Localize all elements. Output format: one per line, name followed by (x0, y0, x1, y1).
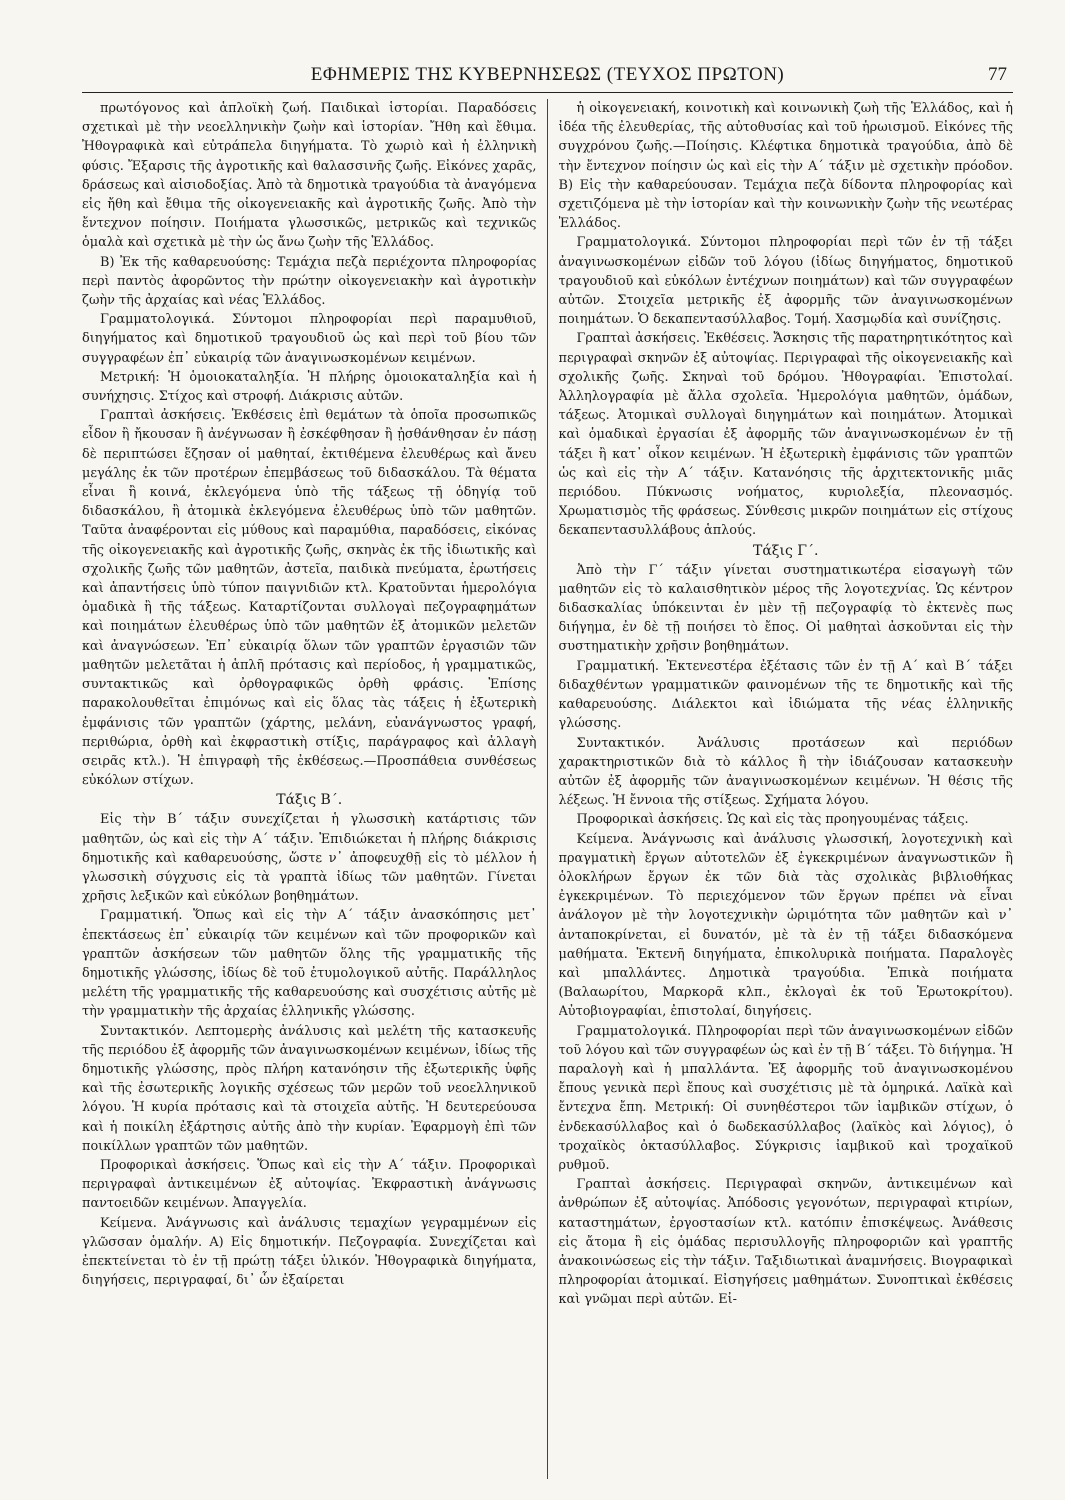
page-number: 77 (988, 64, 1007, 85)
right-column (559, 99, 1014, 1479)
paragraph: Γραμματολογικά. Σύντομοι πληροφορίαι περὶ παραμυθιοῦ, διηγήματος καὶ δημοτικοῦ τραγουδιοῦ ὡς καὶ περὶ τοῦ βίου τῶν συγγραφέων ἐπ᾽ εὐκαιρίᾳ τῶν ἀναγινωσκομένων κειμένων. (82, 312, 537, 366)
paragraph: ἡ οἰκογενειακή, κοινοτικὴ καὶ κοινωνικὴ ζωὴ τῆς Ἑλλάδος, καὶ ἡ ἰδέα τῆς ἐλευθερίας, τῆς αὐτοθυσίας καὶ τοῦ ἡρωισμοῦ. Εἰκόνες τῆς συγχρόνου ζωῆς.—Ποίησις. Κλέφτικα δημοτικὰ τραγούδια, ἀπὸ δὲ τὴν ἔντεχνον ποίησιν ὡς καὶ εἰς τὴν Α΄ τάξιν μὲ σχετικὴν πρόοδον. Β) Εἰς τὴν καθαρεύουσαν. Τεμάχια πεζὰ δίδοντα πληροφορίας καὶ σχετιζόμενα μὲ τὴν ἱστορίαν καὶ τὴν κοινωνικὴν ζωὴν τῆς νεωτέρας Ἑλλάδος. (558, 101, 1013, 232)
paragraph: Κείμενα. Ἀνάγνωσις καὶ ἀνάλυσις τεμαχίων γεγραμμένων εἰς γλῶσσαν ὁμαλήν. Α) Εἰς δημοτικήν. Πεζογραφία. Συνεχίζεται καὶ ἐπεκτείνεται τὸ ἐν τῇ πρώτῃ τάξει ὑλικόν. Ἠθογραφικὰ διηγήματα, διηγήσεις, περιγραφαί, δι᾽ ὧν ἐξαίρεται (82, 1215, 537, 1289)
paragraph: Γραμματολογικά. Πληροφορίαι περὶ τῶν ἀναγινωσκομένων εἰδῶν τοῦ λόγου καὶ τῶν συγγραφέων ὡς καὶ ἐν τῇ Β΄ τάξει. Τὸ διήγημα. Ἡ παραλογὴ καὶ ἡ μπαλλάντα. Ἐξ ἀφορμῆς τοῦ ἀναγινωσκομένου ἔπους γενικὰ περὶ ἔπους καὶ συσχέτισις μὲ τὰ ὁμηρικά. Λαϊκὰ καὶ ἔντεχνα ἔπη. Μετρική: Οἱ συνηθέστεροι τῶν ἰαμβικῶν στίχων, ὁ ἐνδεκασύλλαβος καὶ ὁ δωδεκασύλλαβος (λαϊκὸς καὶ λόγιος), ὁ τροχαϊκὸς ὀκτασύλλαβος. Σύγκρισις ἰαμβικοῦ καὶ τροχαϊκοῦ ρυθμοῦ. (558, 1023, 1013, 1173)
paragraph: Γραπταὶ ἀσκήσεις. Ἐκθέσεις. Ἄσκησις τῆς παρατηρητικότητος καὶ περιγραφαὶ σκηνῶν ἐξ αὐτοψίας. Περιγραφαὶ τῆς οἰκογενειακῆς καὶ σχολικῆς ζωῆς. Σκηναὶ τοῦ δρόμου. Ἠθογραφίαι. Ἐπιστολαί. Ἀλληλογραφία μὲ ἄλλα σχολεῖα. Ἡμερολόγια μαθητῶν, ὁμάδων, τάξεως. Ἀτομικαὶ συλλογαὶ διηγημάτων καὶ ποιημάτων. Ἀτομικαὶ καὶ ὁμαδικαὶ ἐργασίαι ἐξ ἀφορμῆς τῶν ἀναγινωσκομένων ἐν τῇ τάξει ἢ κατ᾽ οἶκον κειμένων. Ἡ ἐξωτερικὴ ἐμφάνισις τῶν γραπτῶν ὡς καὶ εἰς τὴν Α΄ τάξιν. Κατανόησις τῆς ἀρχιτεκτονικῆς μιᾶς περιόδου. Πύκνωσις νοήματος, κυριολεξία, πλεονασμός. Χρωματισμὸς τῆς φράσεως. Σύνθεσις μικρῶν ποιημάτων εἰς στίχους δεκαπεντασυλλάβους ἁπλούς. (558, 331, 1013, 539)
paragraph: Κείμενα. Ἀνάγνωσις καὶ ἀνάλυσις γλωσσική, λογοτεχνικὴ καὶ πραγματικὴ ἔργων αὐτοτελῶν ἐξ ἐγκεκριμένων ἀναγνωστικῶν ἢ ὁλοκλήρων ἔργων ἐκ τῶν διὰ τὰς σχολικὰς βιβλιοθήκας ἐγκεκριμένων. Τὸ περιεχόμενον τῶν ἔργων πρέπει νὰ εἶναι ἀνάλογον μὲ τὴν λογοτεχνικὴν ὡριμότητα τῶν μαθητῶν καὶ ν᾽ ἀνταποκρίνεται, εἰ δυνατόν, μὲ τὰ ἐν τῇ τάξει διδασκόμενα μαθήματα. Ἐκτενῆ διηγήματα, ἐπικολυρικὰ ποιήματα. Παραλογὲς καὶ μπαλλάντες. Δημοτικὰ τραγούδια. Ἐπικὰ ποιήματα (Βαλαωρίτου, Μαρκορᾶ κλπ., ἐκλογαὶ ἐκ τοῦ Ἐρωτοκρίτου). Αὐτοβιογραφίαι, ἐπιστολαί, διηγήσεις. (558, 831, 1013, 1020)
paragraph: Μετρική: Ἡ ὁμοιοκαταληξία. Ἡ πλήρης ὁμοιοκαταληξία καὶ ἡ συνήχησις. Στίχος καὶ στροφή. Διάκρισις αὐτῶν. (82, 369, 537, 405)
paragraph: πρωτόγονος καὶ ἁπλοϊκὴ ζωή. Παιδικαὶ ἱστορίαι. Παραδόσεις σχετικαὶ μὲ τὴν νεοελληνικὴν ζωὴν καὶ ἱστορίαν. Ἤθη καὶ ἔθιμα. Ἠθογραφικὰ καὶ εὐτράπελα διηγήματα. Τὸ χωριὸ καὶ ἡ ἑλληνικὴ φύσις. Ἔξαρσις τῆς ἀγροτικῆς καὶ θαλασσινῆς ζωῆς. Εἰκόνες χαρᾶς, δράσεως καὶ αἰσιοδοξίας. Ἀπὸ τὰ δημοτικὰ τραγούδια τὰ ἀναγόμενα εἰς ἤθη καὶ ἔθιμα τῆς οἰκογενειακῆς καὶ ἀγροτικῆς ζωῆς. Ἀπὸ τὴν ἔντεχνον ποίησιν. Ποιήματα γλωσσικῶς, μετρικῶς καὶ τεχνικῶς ὁμαλὰ καὶ σχετικὰ μὲ τὴν ὡς ἄνω ζωὴν τῆς Ἑλλάδος. (82, 101, 537, 251)
paragraph: Συντακτικόν. Ἀνάλυσις προτάσεων καὶ περιόδων χαρακτηριστικῶν διὰ τὸ κάλλος ἢ τὴν ἰδιάζουσαν κατασκευὴν αὐτῶν ἐξ ἀφορμῆς τῶν ἀναγινωσκομένων κειμένων. Ἡ θέσις τῆς λέξεως. Ἡ ἔννοια τῆς στίξεως. Σχήματα λόγου. (558, 735, 1013, 809)
section-heading: Τάξις Β΄. (276, 792, 343, 809)
paragraph: Γραμματική. Ἐκτενεστέρα ἐξέτασις τῶν ἐν τῇ Α΄ καὶ Β΄ τάξει διδαχθέντων γραμματικῶν φαινομένων τῆς τε δημοτικῆς καὶ τῆς καθαρευούσης. Διάλεκτοι καὶ ἰδιώματα τῆς νέας ἑλληνικῆς γλώσσης. (558, 658, 1013, 732)
paragraph: Ἀπὸ τὴν Γ΄ τάξιν γίνεται συστηματικωτέρα εἰσαγωγὴ τῶν μαθητῶν εἰς τὸ καλαισθητικὸν μέρος τῆς λογοτεχνίας. Ὡς κέντρον διδασκαλίας ὑπόκεινται ἐν μὲν τῇ πεζογραφίᾳ τὸ ἐκτενὲς πως διήγημα, ἐν δὲ τῇ ποιήσει τὸ ἔπος. Οἱ μαθηταὶ ἀσκοῦνται εἰς τὴν συστηματικὴν χρῆσιν βοηθημάτων. (558, 562, 1013, 655)
paragraph: Συντακτικόν. Λεπτομερὴς ἀνάλυσις καὶ μελέτη τῆς κατασκευῆς τῆς περιόδου ἐξ ἀφορμῆς τῶν ἀναγινωσκομένων κειμένων, ἰδίως τῆς δημοτικῆς γλώσσης, πρὸς πλήρη κατανόησιν τῆς ἐξωτερικῆς ὑφῆς καὶ τῆς ἐσωτερικῆς λογικῆς σχέσεως τῶν μερῶν τοῦ νεοελληνικοῦ λόγου. Ἡ κυρία πρότασις καὶ τὰ στοιχεῖα αὐτῆς. Ἡ δευτερεύουσα καὶ ἡ ποικίλη ἐξάρτησις αὐτῆς ἀπὸ τὴν κυρίαν. Ἐφαρμογὴ ἐπὶ τῶν ποικίλλων γραπτῶν τῶν μαθητῶν. (82, 1023, 537, 1154)
page-header (82, 62, 1013, 93)
text-columns (82, 99, 1013, 1479)
page-title: ΕΦΗΜΕΡΙΣ ΤΗΣ ΚΥΒΕΡΝΗΣΕΩΣ (ΤΕΥΧΟΣ ΠΡΩΤΟΝ) (310, 64, 785, 85)
paragraph: Γραπταὶ ἀσκήσεις. Περιγραφαὶ σκηνῶν, ἀντικειμένων καὶ ἀνθρώπων ἐξ αὐτοψίας. Ἀπόδοσις γεγονότων, περιγραφαὶ κτιρίων, καταστημάτων, ἐργοστασίων κτλ. κατόπιν ἐπισκέψεως. Ἀνάθεσις εἰς ἄτομα ἢ εἰς ὁμάδας περισυλλογῆς πληροφοριῶν καὶ γραπτῆς ἀνακοινώσεως εἰς τὴν τάξιν. Ταξιδιωτικαὶ ἀναμνήσεις. Βιογραφικαὶ πληροφορίαι ἀτομικαί. Εἰσηγήσεις μαθημάτων. Συνοπτικαὶ ἐκθέσεις καὶ γνῶμαι περὶ αὐτῶν. Εἰ- (558, 1177, 1013, 1308)
paragraph: Προφορικαὶ ἀσκήσεις. Ὅπως καὶ εἰς τὴν Α΄ τάξιν. Προφορικαὶ περιγραφαὶ ἀντικειμένων ἐξ αὐτοψίας. Ἐκφραστικὴ ἀνάγνωσις παντοειδῶν κειμένων. Ἀπαγγελία. (82, 1157, 537, 1212)
paragraph: Γραπταὶ ἀσκήσεις. Ἐκθέσεις ἐπὶ θεμάτων τὰ ὁποῖα προσωπικῶς εἶδον ἢ ἤκουσαν ἢ ἀνέγνωσαν ἢ ἐσκέφθησαν ἢ ᾐσθάνθησαν ἐν πάσῃ δὲ περιπτώσει ἔζησαν οἱ μαθηταί, ἐκτιθέμενα ἐλευθέρως καὶ ἄνευ μεγάλης ἐκ τῶν προτέρων ἐπεμβάσεως τοῦ διδασκάλου. Τὰ θέματα εἶναι ἢ κοινά, ἐκλεγόμενα ὑπὸ τῆς τάξεως τῇ ὁδηγίᾳ τοῦ διδασκάλου, ἢ ἀτομικὰ ἐκλεγόμενα ἐλευθέρως ὑπὸ τῶν μαθητῶν. Ταῦτα ἀναφέρονται εἰς μύθους καὶ παραμύθια, παραδόσεις, εἰκόνας τῆς οἰκογενειακῆς καὶ ἀγροτικῆς ζωῆς, σκηνὰς ἐκ τῆς ἰδιωτικῆς καὶ σχολικῆς ζωῆς τῶν μαθητῶν, ἀστεῖα, παιδικὰ πνεύματα, ἐρωτήσεις καὶ ἀπαντήσεις ὑπὸ τύπον παιγνιδιῶν κτλ. Κρατοῦνται ἡμερολόγια ὁμαδικὰ ἢ τῆς τάξεως. Καταρτίζονται συλλογαὶ πεζογραφημάτων καὶ ποιημάτων ἐλευθέρως ὑπὸ τῶν μαθητῶν ἐξ ἀτομικῶν μελετῶν καὶ ἀναγνώσεων. Ἐπ᾽ εὐκαιρίᾳ ὅλων τῶν γραπτῶν ἐργασιῶν τῶν μαθητῶν μελετᾶται ἡ ἁπλῆ πρότασις καὶ περίοδος, ἡ γραμματικῶς, συντακτικῶς καὶ ὀρθογραφικῶς ὀρθὴ φράσις. Ἐπίσης παρακολουθεῖται ἐπιμόνως καὶ εἰς ὅλας τὰς τάξεις ἡ ἐξωτερικὴ ἐμφάνισις τῶν γραπτῶν (χάρτης, μελάνη, εὐανάγνωστος γραφή, περιθώρια, ὀρθὴ καὶ ἐκφραστικὴ στίξις, παράγραφος καὶ ἀλλαγὴ σειρᾶς κτλ.). Ἡ ἐπιγραφὴ τῆς ἐκθέσεως.—Προσπάθεια συνθέσεως εὐκόλων στίχων. (82, 408, 537, 789)
paragraph: Γραμματολογικά. Σύντομοι πληροφορίαι περὶ τῶν ἐν τῇ τάξει ἀναγινωσκομένων εἰδῶν τοῦ λόγου (ἰδίως διηγήματος, δημοτικοῦ τραγουδιοῦ καὶ εὐκόλων ἐντέχνων ποιημάτων) καὶ τῶν συγγραφέων αὐτῶν. Στοιχεῖα μετρικῆς ἐξ ἀφορμῆς τῶν ἀναγινωσκομένων ποιημάτων. Ὁ δεκαπεντασύλλαβος. Τομή. Χασμῳδία καὶ συνίζησις. (558, 235, 1013, 328)
paragraph: Β) Ἐκ τῆς καθαρευούσης: Τεμάχια πεζὰ περιέχοντα πληροφορίας περὶ παντὸς ἀφορῶντος τὴν πρώτην οἰκογενειακὴν καὶ ἀγροτικὴν ζωὴν τῆς ἀρχαίας καὶ νέας Ἑλλάδος. (82, 254, 537, 309)
paragraph: Προφορικαὶ ἀσκήσεις. Ὡς καὶ εἰς τὰς προηγουμένας τάξεις. (576, 812, 969, 828)
paragraph: Εἰς τὴν Β΄ τάξιν συνεχίζεται ἡ γλωσσικὴ κατάρτισις τῶν μαθητῶν, ὡς καὶ εἰς τὴν Α΄ τάξιν. Ἐπιδιώκεται ἡ πλήρης διάκρισις δημοτικῆς καὶ καθαρευούσης, ὥστε ν᾽ ἀποφευχθῇ εἰς τὸ μέλλον ἡ γλωσσικὴ σύγχυσις εἰς τὰ γραπτὰ ἰδίως τῶν μαθητῶν. Γίνεται χρῆσις λεξικῶν καὶ εὐκόλων βοηθημάτων. (82, 812, 537, 905)
paragraph: Γραμματική. Ὅπως καὶ εἰς τὴν Α΄ τάξιν ἀνασκόπησις μετ᾽ ἐπεκτάσεως ἐπ᾽ εὐκαιρίᾳ τῶν κειμένων καὶ τῶν προφορικῶν καὶ γραπτῶν ἀσκήσεων τῶν μαθητῶν ὅλης τῆς γραμματικῆς τῆς δημοτικῆς γλώσσης, ἰδίως δὲ τοῦ ἐτυμολογικοῦ αὐτῆς. Παράλληλος μελέτη τῆς γραμματικῆς τῆς καθαρευούσης καὶ συσχέτισις αὐτῆς μὲ τὴν γραμματικὴν τῆς ἀρχαίας ἑλληνικῆς γλώσσης. (82, 908, 537, 1020)
section-heading: Τάξις Γ΄. (753, 542, 819, 559)
left-column (82, 99, 537, 1479)
